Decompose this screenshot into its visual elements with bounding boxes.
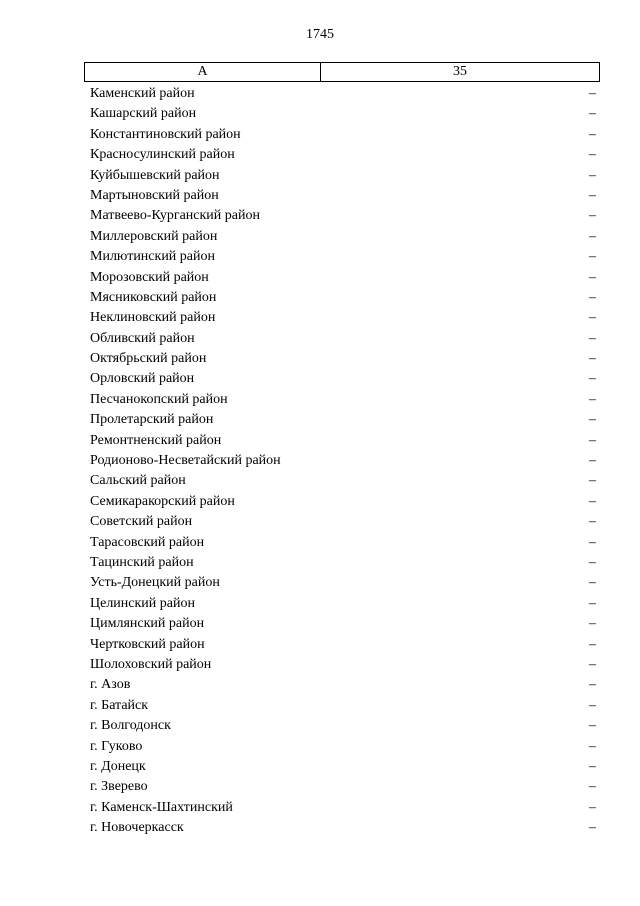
cell-value: – xyxy=(589,473,596,489)
district-name: Мясниковский район xyxy=(90,289,217,305)
table-row xyxy=(90,206,596,226)
table-row xyxy=(90,186,596,206)
table-row xyxy=(90,696,596,716)
cell-value: – xyxy=(589,147,596,163)
district-name: Неклиновский район xyxy=(90,310,216,326)
district-name: Миллеровский район xyxy=(90,228,218,244)
table-body xyxy=(90,84,596,838)
cell-value: – xyxy=(589,554,596,570)
table-row xyxy=(90,471,596,491)
cell-value: – xyxy=(589,391,596,407)
cell-value: – xyxy=(589,820,596,836)
table-row xyxy=(90,818,596,838)
table-row xyxy=(90,390,596,410)
cell-value: – xyxy=(589,636,596,652)
cell-value: – xyxy=(589,779,596,795)
header-cell-a: А xyxy=(85,63,321,81)
district-name: Матвеево-Курганский район xyxy=(90,208,260,224)
table-row xyxy=(90,757,596,777)
table-row xyxy=(90,451,596,471)
cell-value: – xyxy=(589,432,596,448)
district-name: Ремонтненский район xyxy=(90,432,222,448)
table-row xyxy=(90,431,596,451)
cell-value: – xyxy=(589,758,596,774)
district-name: Усть-Донецкий район xyxy=(90,575,220,591)
district-name: Цимлянский район xyxy=(90,616,205,632)
cell-value: – xyxy=(589,514,596,530)
district-name: Тарасовский район xyxy=(90,534,205,550)
district-name: Милютинский район xyxy=(90,249,216,265)
cell-value: – xyxy=(589,677,596,693)
cell-value: – xyxy=(589,228,596,244)
cell-value: – xyxy=(589,106,596,122)
cell-value: – xyxy=(589,799,596,815)
district-name: г. Азов xyxy=(90,677,131,693)
table-row xyxy=(90,635,596,655)
table-row xyxy=(90,125,596,145)
district-name: г. Гуково xyxy=(90,738,143,754)
cell-value: – xyxy=(589,493,596,509)
cell-value: – xyxy=(589,187,596,203)
table-header xyxy=(84,62,600,82)
district-name: Обливский район xyxy=(90,330,195,346)
table-row xyxy=(90,737,596,757)
district-name: Каменский район xyxy=(90,86,195,101)
district-name: г. Волгодонск xyxy=(90,718,171,734)
page-number: 1745 xyxy=(306,27,334,42)
table-row xyxy=(90,166,596,186)
cell-value: – xyxy=(589,310,596,326)
district-name: Куйбышевский район xyxy=(90,167,220,183)
cell-value: – xyxy=(589,697,596,713)
district-name: г. Каменск-Шахтинский xyxy=(90,799,233,815)
district-name: Октябрьский район xyxy=(90,351,207,367)
cell-value: – xyxy=(589,534,596,550)
district-name: г. Донецк xyxy=(90,758,146,774)
table-row xyxy=(90,227,596,247)
table-row xyxy=(90,268,596,288)
cell-value: – xyxy=(589,249,596,265)
table-row xyxy=(90,349,596,369)
table-row xyxy=(90,594,596,614)
table-row xyxy=(90,655,596,675)
table-row xyxy=(90,614,596,634)
cell-value: – xyxy=(589,738,596,754)
district-name: Сальский район xyxy=(90,473,186,489)
cell-value: – xyxy=(589,616,596,632)
table-row xyxy=(90,492,596,512)
district-name: Семикаракорский район xyxy=(90,493,235,509)
cell-value: – xyxy=(589,453,596,469)
cell-value: – xyxy=(589,269,596,285)
table-row xyxy=(90,288,596,308)
district-name: Советский район xyxy=(90,514,193,530)
district-name: Тацинский район xyxy=(90,554,194,570)
district-name: Мартыновский район xyxy=(90,187,219,203)
table-row xyxy=(90,369,596,389)
cell-value: – xyxy=(589,718,596,734)
district-name: Родионово-Несветайский район xyxy=(90,453,281,469)
district-name: г. Батайск xyxy=(90,697,149,713)
district-name: Морозовский район xyxy=(90,269,209,285)
district-name: г. Зверево xyxy=(90,779,148,795)
table-row xyxy=(90,573,596,593)
district-name: Чертковский район xyxy=(90,636,205,652)
district-name: Кашарский район xyxy=(90,106,197,122)
cell-value: – xyxy=(589,289,596,305)
cell-value: – xyxy=(589,371,596,387)
cell-value: – xyxy=(589,126,596,142)
table-row xyxy=(90,716,596,736)
cell-value: – xyxy=(589,575,596,591)
table-row xyxy=(90,512,596,532)
header-cell-35: 35 xyxy=(453,64,467,79)
table-row xyxy=(90,329,596,349)
table-row xyxy=(90,308,596,328)
table-row xyxy=(90,777,596,797)
table-row xyxy=(90,410,596,430)
table-row xyxy=(90,247,596,267)
district-name: Константиновский район xyxy=(90,126,241,142)
table-row xyxy=(90,675,596,695)
cell-value: – xyxy=(589,412,596,428)
table-row xyxy=(90,798,596,818)
district-name: Пролетарский район xyxy=(90,412,214,428)
district-name: Орловский район xyxy=(90,371,195,387)
cell-value: – xyxy=(589,330,596,346)
cell-value: – xyxy=(589,86,596,101)
table-row xyxy=(90,533,596,553)
table-row xyxy=(90,104,596,124)
table-row xyxy=(90,553,596,573)
district-name: Песчанокопский район xyxy=(90,391,228,407)
table-row xyxy=(90,84,596,104)
cell-value: – xyxy=(589,208,596,224)
cell-value: – xyxy=(589,595,596,611)
district-name: г. Новочеркасск xyxy=(90,820,184,836)
cell-value: – xyxy=(589,351,596,367)
cell-value: – xyxy=(589,167,596,183)
table-row xyxy=(90,145,596,165)
district-name: Шолоховский район xyxy=(90,656,212,672)
cell-value: – xyxy=(589,656,596,672)
district-name: Красносулинский район xyxy=(90,147,235,163)
district-name: Целинский район xyxy=(90,595,195,611)
